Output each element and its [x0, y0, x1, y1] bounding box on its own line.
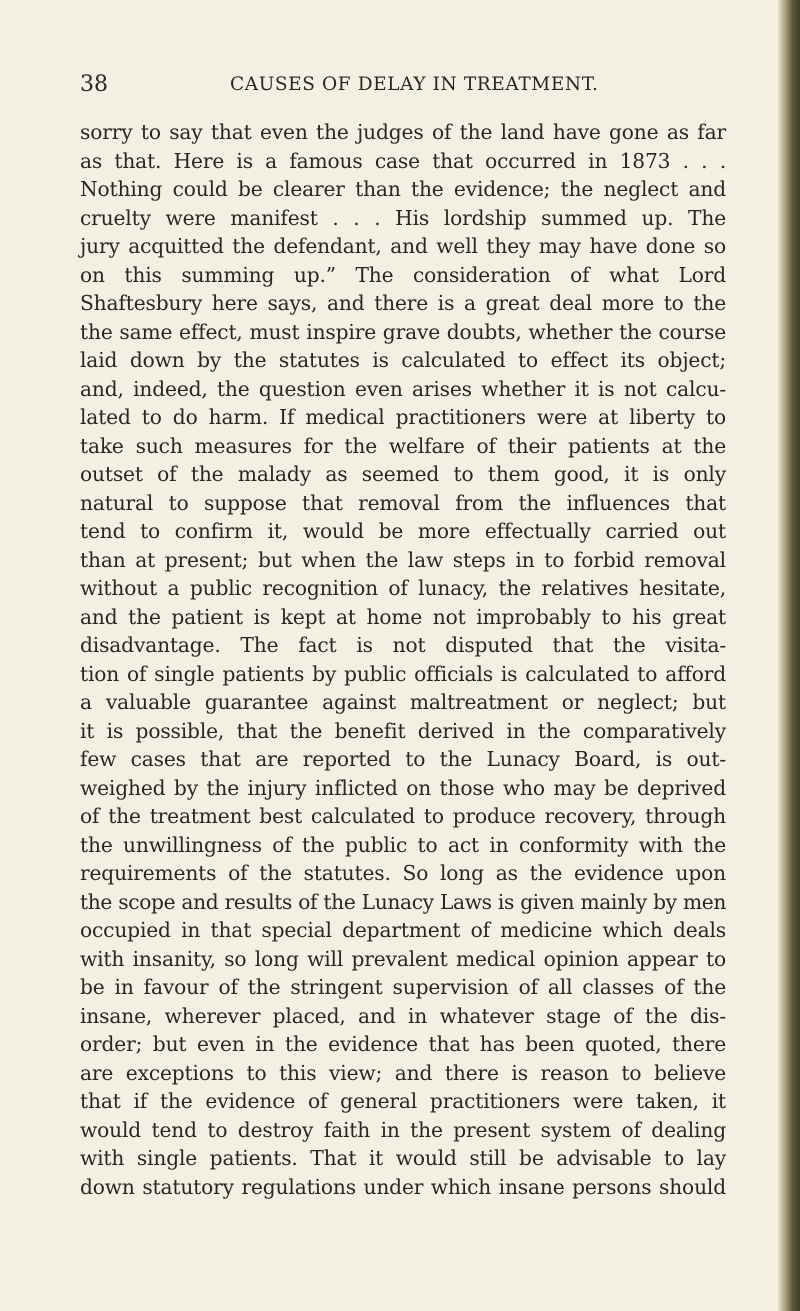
text-line: the unwillingness of the public to act in conformity with the	[80, 832, 726, 857]
text-line: order; but even in the evidence that has been quoted, there	[80, 1032, 726, 1056]
text-line: and the patient is kept at home not improbably to his great	[80, 604, 726, 629]
text-line: it is possible, that the benefit derived in the comparatively	[80, 718, 726, 743]
text-line: a valuable guarantee against maltreatment or neglect; but	[80, 690, 726, 714]
text-line: than at present; but when the law steps in to forbid removal	[80, 547, 726, 572]
binding-edge	[778, 0, 800, 1311]
text-line: laid down by the statutes is calculated to effect its object;	[80, 348, 726, 372]
text-line: are exceptions to this view; and there is reason to believe	[80, 1060, 726, 1085]
text-line: be in favour of the stringent supervision of all classes of the	[80, 975, 726, 999]
text-line: Shaftesbury here says, and there is a great deal more to the	[80, 291, 726, 315]
text-line: with single patients. That it would still be advisable to lay	[80, 1146, 726, 1170]
text-line: the scope and results of the Lunacy Laws is given mainly by men	[80, 889, 726, 914]
text-line: lated to do harm. If medical practitioners were at liberty to	[80, 405, 726, 429]
text-line: take such measures for the welfare of their patients at the	[80, 433, 726, 458]
text-line: tion of single patients by public officials is calculated to afford	[80, 661, 726, 686]
text-line: without a public recognition of lunacy, the relatives hesitate,	[80, 576, 726, 600]
text-line: insane, wherever placed, and in whatever stage of the dis-	[80, 1003, 726, 1028]
text-line: cruelty were manifest . . . His lordship summed up. The	[80, 205, 726, 230]
text-line: Nothing could be clearer than the evidence; the neglect and	[80, 177, 726, 201]
text-line: down statutory regulations under which insane persons should	[80, 1174, 726, 1199]
text-line: outset of the malady as seemed to them good, it is only	[80, 462, 726, 486]
text-line: as that. Here is a famous case that occurred in 1873 . . .	[80, 148, 726, 173]
text-line: jury acquitted the defendant, and well they may have done so	[80, 234, 726, 258]
text-line: of the treatment best calculated to produce recovery, through	[80, 804, 726, 828]
running-head: CAUSES OF DELAY IN TREATMENT.	[230, 74, 599, 95]
text-line: on this summing up.” The consideration of what Lord	[80, 262, 726, 287]
text-line: with insanity, so long will prevalent medical opinion appear to	[80, 946, 726, 971]
text-line: tend to confirm it, would be more effectually carried out	[80, 519, 726, 543]
text-line: requirements of the statutes. So long as the evidence upon	[80, 861, 726, 885]
text-line: few cases that are reported to the Lunacy Board, is out-	[80, 747, 726, 771]
page-number: 38	[80, 72, 108, 97]
text-line: disadvantage. The fact is not disputed that the visita-	[80, 633, 726, 657]
body-text	[80, 118, 726, 1201]
text-line: natural to suppose that removal from the influences that	[80, 490, 726, 515]
text-line: occupied in that special department of medicine which deals	[80, 918, 726, 942]
text-line: sorry to say that even the judges of the land have gone as far	[80, 120, 726, 144]
text-line: would tend to destroy faith in the present system of dealing	[80, 1117, 726, 1142]
text-line: and, indeed, the question even arises whether it is not calcu-	[80, 376, 726, 401]
text-line: the same effect, must inspire grave doubts, whether the course	[80, 319, 726, 344]
page-header	[80, 72, 740, 102]
text-line: that if the evidence of general practitioners were taken, it	[80, 1089, 726, 1113]
text-line: weighed by the injury inflicted on those who may be deprived	[80, 775, 726, 800]
